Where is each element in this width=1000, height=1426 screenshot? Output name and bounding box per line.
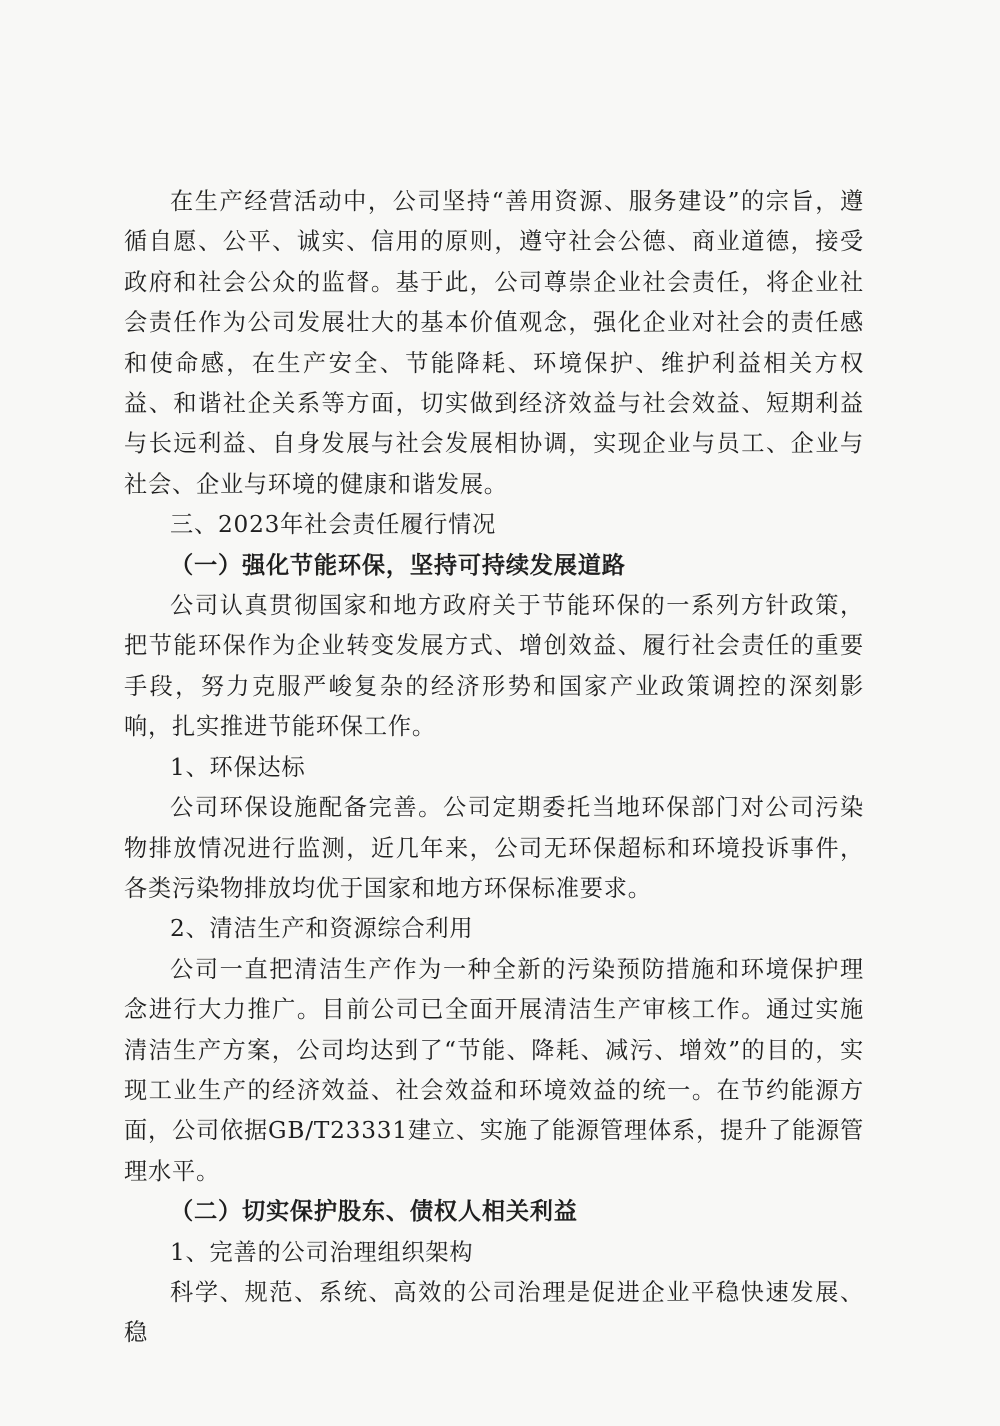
section-three-title: 三、2023年社会责任履行情况: [170, 511, 497, 539]
item-one-paragraph: 公司环保设施配备完善。公司定期委托当地环保部门对公司污染物排放情况进行监测，近几年来，公司无环保超标和环境投诉事件，各类污染物排放均优于国家和地方环保标准要求。: [124, 794, 864, 902]
subsection-one-title: （一）强化节能环保，坚持可持续发展道路: [170, 551, 626, 579]
item-three-paragraph: 科学、规范、系统、高效的公司治理是促进企业平稳快速发展、稳: [124, 1278, 864, 1347]
item-one-title: 1、环保达标: [170, 753, 306, 781]
item-three-title: 1、完善的公司治理组织架构: [170, 1238, 474, 1266]
subsection-one-paragraph: 公司认真贯彻国家和地方政府关于节能环保的一系列方针政策，把节能环保作为企业转变发展方式、增创效益、履行社会责任的重要手段，努力克服严峻复杂的经济形势和国家产业政策调控的深刻影响，扎实推进节能环保工作。: [124, 592, 864, 741]
intro-paragraph: 在生产经营活动中，公司坚持“善用资源、服务建设”的宗旨，遵循自愿、公平、诚实、信用的原则，遵守社会公德、商业道德，接受政府和社会公众的监督。基于此，公司尊崇企业社会责任，将企业社会责任作为公司发展壮大的基本价值观念，强化企业对社会的责任感和使命感，在生产安全、节能降耗、环境保护、维护利益相关方权益、和谐社企关系等方面，切实做到经济效益与社会效益、短期利益与长远利益、自身发展与社会发展相协调，实现企业与员工、企业与社会、企业与环境的健康和谐发展。: [124, 188, 864, 498]
document-body: [124, 182, 864, 1354]
item-two-paragraph: 公司一直把清洁生产作为一种全新的污染预防措施和环境保护理念进行大力推广。目前公司已全面开展清洁生产审核工作。通过实施清洁生产方案，公司均达到了“节能、降耗、减污、增效”的目的，实现工业生产的经济效益、社会效益和环境效益的统一。在节约能源方面，公司依据GB/T23331建立、实施了能源管理体系，提升了能源管理水平。: [124, 955, 864, 1185]
subsection-two-title: （二）切实保护股东、债权人相关利益: [170, 1198, 578, 1226]
item-two-title: 2、清洁生产和资源综合利用: [170, 915, 474, 943]
